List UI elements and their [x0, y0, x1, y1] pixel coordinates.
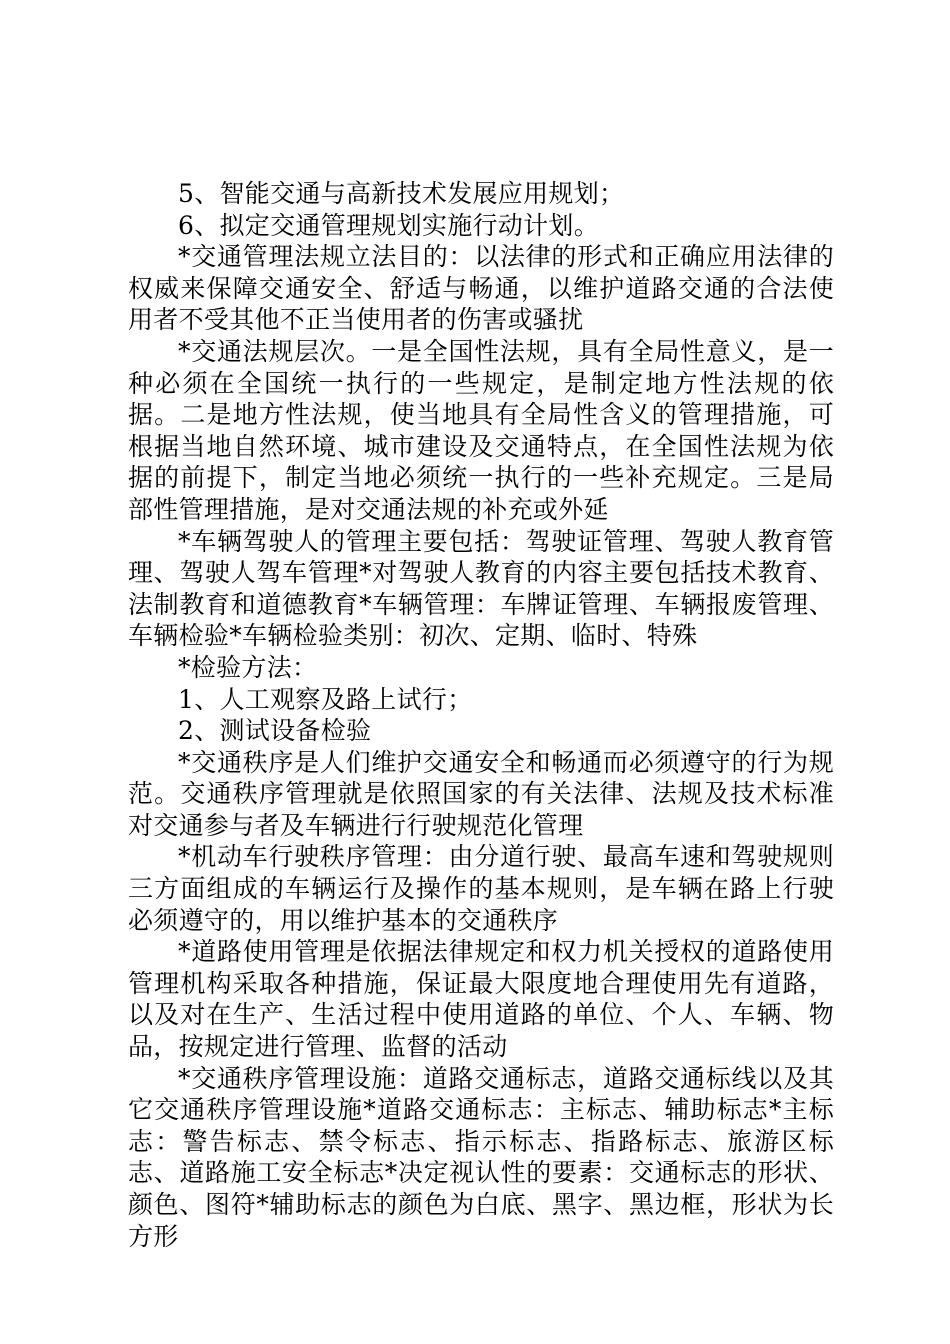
paragraph: 1、人工观察及路上试行；	[178, 684, 473, 714]
paragraph: *交通秩序管理设施：道路交通标志，道路交通标线以及其它交通秩序管理设施*道路交通标志：主标志、辅助标志*主标志：警告标志、禁令标志、指示标志、指路标志、旅游区标志、道路施工安全标志*决定视认性的要素：交通标志的形状、颜色、图符*辅助标志的颜色为白底、黑字、黑边框，形状为长方形	[128, 1063, 834, 1251]
document-body	[128, 178, 834, 1252]
paragraph: *交通秩序是人们维护交通安全和畅通而必须遵守的行为规范。交通秩序管理就是依照国家的有关法律、法规及技术标准对交通参与者及车辆进行行驶规范化管理	[128, 747, 834, 840]
paragraph: *检验方法：	[178, 652, 318, 682]
paragraph: *交通法规层次。一是全国性法规，具有全局性意义，是一种必须在全国统一执行的一些规定，是制定地方性法规的依据。二是地方性法规，使当地具有全局性含义的管理措施，可根据当地自然环境、城市建设及交通特点，在全国性法规为依据的前提下，制定当地必须统一执行的一些补充规定。三是局部性管理措施，是对交通法规的补充或外延	[128, 336, 834, 524]
paragraph: *机动车行驶秩序管理：由分道行驶、最高车速和驾驶规则三方面组成的车辆运行及操作的基本规则，是车辆在路上行驶必须遵守的，用以维护基本的交通秩序	[128, 842, 834, 935]
paragraph: 2、测试设备检验	[178, 716, 372, 746]
paragraph: *交通管理法规立法目的：以法律的形式和正确应用法律的权威来保障交通安全、舒适与畅通，以维护道路交通的合法使用者不受其他不正当使用者的伤害或骚扰	[128, 242, 834, 335]
paragraph: 5、智能交通与高新技术发展应用规划；	[178, 179, 625, 208]
paragraph: 6、拟定交通管理规划实施行动计划。	[178, 210, 600, 240]
paragraph: *车辆驾驶人的管理主要包括：驾驶证管理、驾驶人教育管理、驾驶人驾车管理*对驾驶人教育的内容主要包括技术教育、法制教育和道德教育*车辆管理：车牌证管理、车辆报废管理、车辆检验*车辆检验类别：初次、定期、临时、特殊	[128, 526, 834, 651]
paragraph: *道路使用管理是依据法律规定和权力机关授权的道路使用管理机构采取各种措施，保证最大限度地合理使用先有道路，以及对在生产、生活过程中使用道路的单位、个人、车辆、物品，按规定进行管理、监督的活动	[128, 937, 834, 1062]
